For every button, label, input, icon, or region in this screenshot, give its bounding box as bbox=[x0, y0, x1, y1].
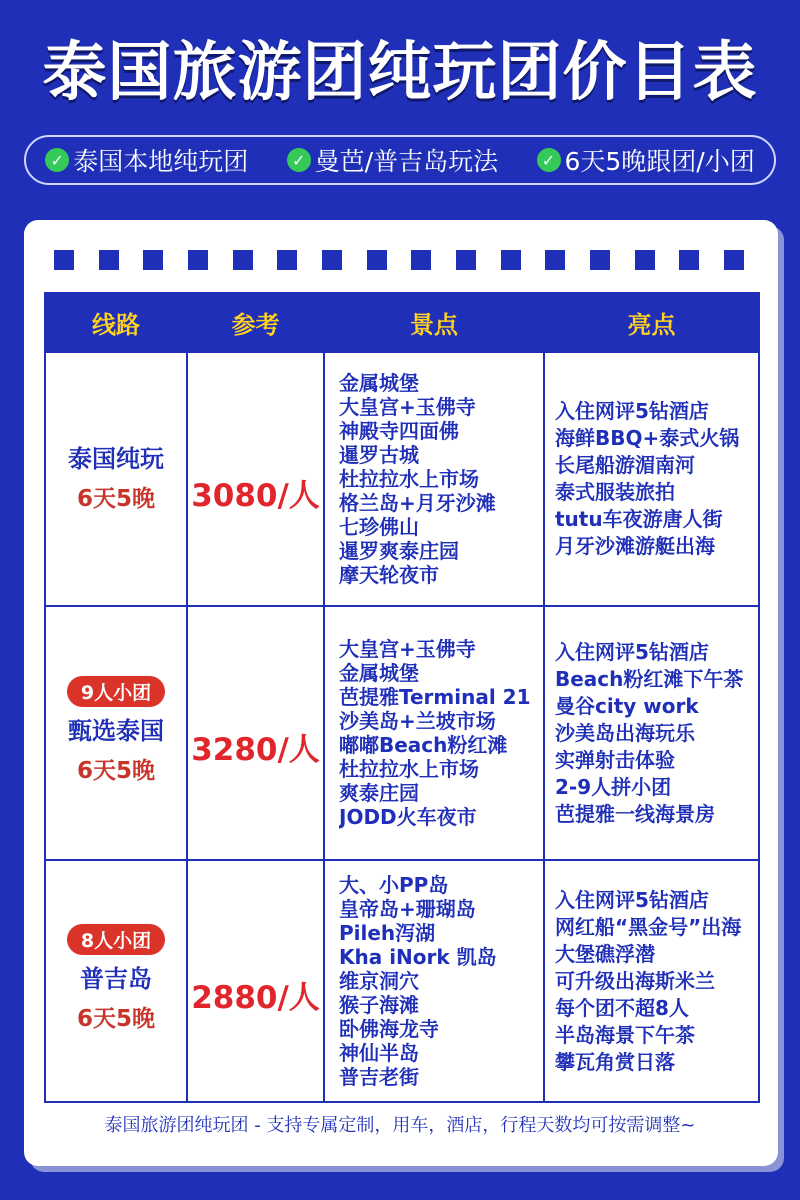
spot-item: 大、小PP岛 bbox=[339, 873, 449, 897]
highlight-item: 曼谷city work bbox=[555, 693, 699, 718]
binder-hole bbox=[54, 250, 74, 270]
highlight-item: 半岛海景下午茶 bbox=[555, 1022, 695, 1047]
spot-item: 大皇宫+玉佛寺 bbox=[339, 637, 476, 661]
spot-item: 暹罗古城 bbox=[339, 443, 419, 467]
header-route: 线路 bbox=[45, 293, 187, 352]
highlight-item: 攀瓦角赏日落 bbox=[555, 1049, 675, 1074]
spot-item: 猴子海滩 bbox=[339, 993, 419, 1017]
spot-item: 爽泰庄园 bbox=[339, 781, 419, 805]
check-icon: ✓ bbox=[287, 148, 311, 172]
header-spots: 景点 bbox=[324, 293, 544, 352]
spot-item: 芭提雅Terminal 21 bbox=[339, 685, 531, 709]
spot-item: 普吉老街 bbox=[339, 1065, 419, 1089]
feature-tag-label: 6天5晚跟团/小团 bbox=[564, 147, 755, 176]
highlight-item: 入住网评5钻酒店 bbox=[555, 399, 709, 423]
highlight-item: 入住网评5钻酒店 bbox=[555, 887, 709, 912]
highlight-item: 沙美岛出海玩乐 bbox=[555, 720, 695, 745]
spot-item: 杜拉拉水上市场 bbox=[339, 467, 479, 491]
route-cell bbox=[45, 352, 187, 606]
highlight-item: tutu车夜游唐人街 bbox=[555, 507, 723, 531]
feature-tags bbox=[24, 135, 776, 185]
check-icon: ✓ bbox=[45, 148, 69, 172]
group-size-badge: 9人小团 bbox=[67, 676, 165, 707]
binder-hole bbox=[411, 250, 431, 270]
highlight-item: 入住网评5钻酒店 bbox=[555, 639, 709, 664]
binder-hole bbox=[233, 250, 253, 270]
header-price: 参考 bbox=[187, 293, 324, 352]
highlight-item: 芭提雅一线海景房 bbox=[555, 801, 715, 826]
spot-item: 金属城堡 bbox=[339, 661, 419, 685]
spot-item: 金属城堡 bbox=[339, 371, 419, 395]
page-title: 泰国旅游团纯玩团价目表 bbox=[42, 36, 758, 110]
spots-cell bbox=[324, 352, 544, 606]
feature-tag bbox=[45, 142, 248, 178]
binder-hole bbox=[590, 250, 610, 270]
spot-item: 七珍佛山 bbox=[339, 515, 419, 539]
spot-item: 神仙半岛 bbox=[339, 1041, 419, 1065]
feature-tag bbox=[287, 142, 498, 178]
group-size-badge: 8人小团 bbox=[67, 924, 165, 955]
route-days: 6天5晚 bbox=[76, 486, 155, 512]
binder-hole bbox=[724, 250, 744, 270]
spot-item: Pileh泻湖 bbox=[339, 921, 436, 945]
highlight-item: 网红船“黑金号”出海 bbox=[555, 914, 742, 939]
spots-cell bbox=[324, 860, 544, 1102]
binder-hole bbox=[679, 250, 699, 270]
binder-hole bbox=[322, 250, 342, 270]
highlight-item: 长尾船游湄南河 bbox=[555, 453, 695, 477]
table-row bbox=[45, 352, 759, 606]
binder-hole bbox=[188, 250, 208, 270]
feature-tag-label: 曼芭/普吉岛玩法 bbox=[314, 147, 499, 176]
spot-item: 皇帝岛+珊瑚岛 bbox=[339, 897, 476, 921]
header-highlights: 亮点 bbox=[544, 293, 759, 352]
spot-item: Kha iNork 凯岛 bbox=[339, 945, 497, 969]
route-name: 甄选泰国 bbox=[68, 716, 164, 745]
price-card bbox=[24, 220, 778, 1166]
binder-hole bbox=[143, 250, 163, 270]
binder-hole bbox=[99, 250, 119, 270]
highlights-cell bbox=[544, 352, 759, 606]
highlight-item: 实弹射击体验 bbox=[555, 747, 675, 772]
feature-tag bbox=[537, 142, 755, 178]
table-header-row bbox=[45, 293, 759, 352]
highlights-cell bbox=[544, 860, 759, 1102]
spots-cell bbox=[324, 606, 544, 860]
table-row bbox=[45, 606, 759, 860]
price-table bbox=[44, 292, 760, 1103]
highlight-item: 月牙沙滩游艇出海 bbox=[555, 534, 715, 558]
table-row bbox=[45, 860, 759, 1102]
route-name: 泰国纯玩 bbox=[68, 445, 164, 473]
route-cell bbox=[45, 860, 187, 1102]
binder-hole bbox=[367, 250, 387, 270]
route-days: 6天5晚 bbox=[76, 1005, 155, 1032]
highlight-item: 可升级出海斯米兰 bbox=[555, 968, 715, 993]
binder-hole bbox=[456, 250, 476, 270]
spot-item: 摩天轮夜市 bbox=[339, 563, 439, 587]
check-icon: ✓ bbox=[537, 148, 561, 172]
highlight-item: Beach粉红滩下午茶 bbox=[555, 666, 744, 691]
spot-item: 大皇宫+玉佛寺 bbox=[339, 395, 476, 419]
spot-item: 卧佛海龙寺 bbox=[339, 1017, 439, 1041]
highlights-cell bbox=[544, 606, 759, 860]
spot-item: 神殿寺四面佛 bbox=[339, 419, 459, 443]
spot-item: 沙美岛+兰坡市场 bbox=[339, 709, 496, 733]
spot-item: 杜拉拉水上市场 bbox=[339, 757, 479, 781]
price-value: 3080/人 bbox=[187, 352, 324, 606]
highlight-item: 大堡礁浮潜 bbox=[555, 941, 655, 966]
price-value: 2880/人 bbox=[187, 860, 324, 1102]
route-name: 普吉岛 bbox=[80, 964, 152, 993]
highlight-item: 泰式服装旅拍 bbox=[555, 480, 675, 504]
highlight-item: 海鲜BBQ+泰式火锅 bbox=[555, 426, 740, 450]
spot-item: 暹罗爽泰庄园 bbox=[339, 539, 459, 563]
route-days: 6天5晚 bbox=[76, 757, 155, 784]
route-cell bbox=[45, 606, 187, 860]
spot-item: 嘟嘟Beach粉红滩 bbox=[339, 733, 508, 757]
binder-hole bbox=[635, 250, 655, 270]
binder-hole bbox=[501, 250, 521, 270]
binder-hole bbox=[545, 250, 565, 270]
feature-tag-label: 泰国本地纯玩团 bbox=[73, 147, 249, 176]
binder-holes bbox=[54, 250, 744, 272]
spot-item: 格兰岛+月牙沙滩 bbox=[339, 491, 496, 515]
spot-item: 维京洞穴 bbox=[339, 969, 419, 993]
price-value: 3280/人 bbox=[187, 606, 324, 860]
highlight-item: 2-9人拼小团 bbox=[555, 774, 672, 799]
binder-hole bbox=[277, 250, 297, 270]
footer-note: 泰国旅游团纯玩团 - 支持专属定制，用车，酒店，行程天数均可按需调整~ bbox=[104, 1115, 696, 1136]
highlight-item: 每个团不超8人 bbox=[555, 995, 689, 1020]
spot-item: JODD火车夜市 bbox=[339, 805, 477, 829]
